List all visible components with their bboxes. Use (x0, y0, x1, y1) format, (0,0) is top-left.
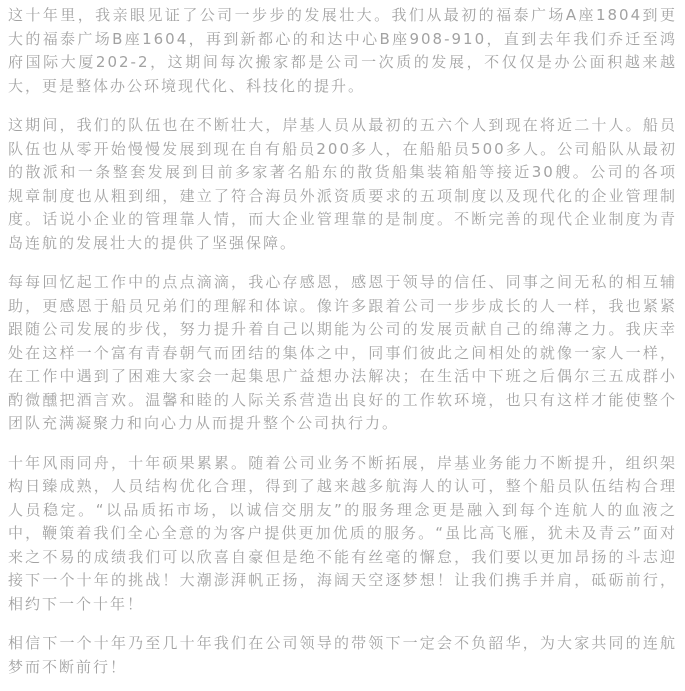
paragraph-team-expansion: 这期间，我们的队伍也在不断壮大，岸基人员从最初的五六个人到现在将近二十人。船员队伍也从零开始慢慢发展到现在自有船员200多人，在船船员500多人。公司船队从最初的散派和一条整套发展到目前多家著名船东的散货船集装箱船等接近30艘。公司的各项规章制度也从粗到细，建立了符合海员外派资质要求的五项制度以及现代化的企业管理制度。话说小企业的管理靠人情，而大企业管理靠的是制度。不断完善的现代企业制度为青岛连航的发展壮大的提供了坚强保障。 (8, 116, 677, 252)
paragraph-company-growth: 这十年里，我亲眼见证了公司一步步的发展壮大。我们从最初的福泰广场A座1804到更大的福泰广场B座1604，再到新都心的和达中心B座908-910，直到去年我们乔迁至鸿府国际大厦202-2，这期间每次搬家都是公司一次质的发展，不仅仅是办公面积越来越大，更是整体办公环境现代化、科技化的提升。 (8, 6, 677, 95)
paragraph-closing-wish: 相信下一个十年乃至几十年我们在公司领导的带领下一定会不负韶华，为大家共同的连航梦而不断前行！ (8, 634, 677, 676)
paragraph-decade-achievements: 十年风雨同舟，十年硕果累累。随着公司业务不断拓展，岸基业务能力不断提升，组织架构日臻成熟，人员结构优化合理，得到了越来越多航海人的认可，整个船员队伍结构合理人员稳定。“以品质拓市场，以诚信交朋友”的服务理念更是融入到每个连航人的血液之中，鞭策着我们全心全意的为客户提供更加优质的服务。“虽比高飞雁，犹未及青云”面对来之不易的成绩我们可以欣喜自豪但是绝不能有丝毫的懈怠，我们要以更加昂扬的斗志迎接下一个十年的挑战！大潮澎湃帆正扬，海阔天空逐梦想！让我们携手并肩，砥砺前行，相约下一个十年！ (8, 453, 677, 613)
paragraph-gratitude: 每每回忆起工作中的点点滴滴，我心存感恩，感恩于领导的信任、同事之间无私的相互辅助，更感恩于船员兄弟们的理解和体谅。像许多跟着公司一步步成长的人一样，我也紧紧跟随公司发展的步伐，努力提升着自己以期能为公司的发展贡献自己的绵薄之力。我庆幸处在这样一个富有青春朝气而团结的集体之中，同事们彼此之间相处的就像一家人一样，在工作中遇到了困难大家会一起集思广益想办法解决；在生活中下班之后偶尔三五成群小酌微醺把酒言欢。温馨和睦的人际关系营造出良好的工作软环境，也只有这样才能使整个团队充满凝聚力和向心力从而提升整个公司执行力。 (8, 273, 677, 432)
